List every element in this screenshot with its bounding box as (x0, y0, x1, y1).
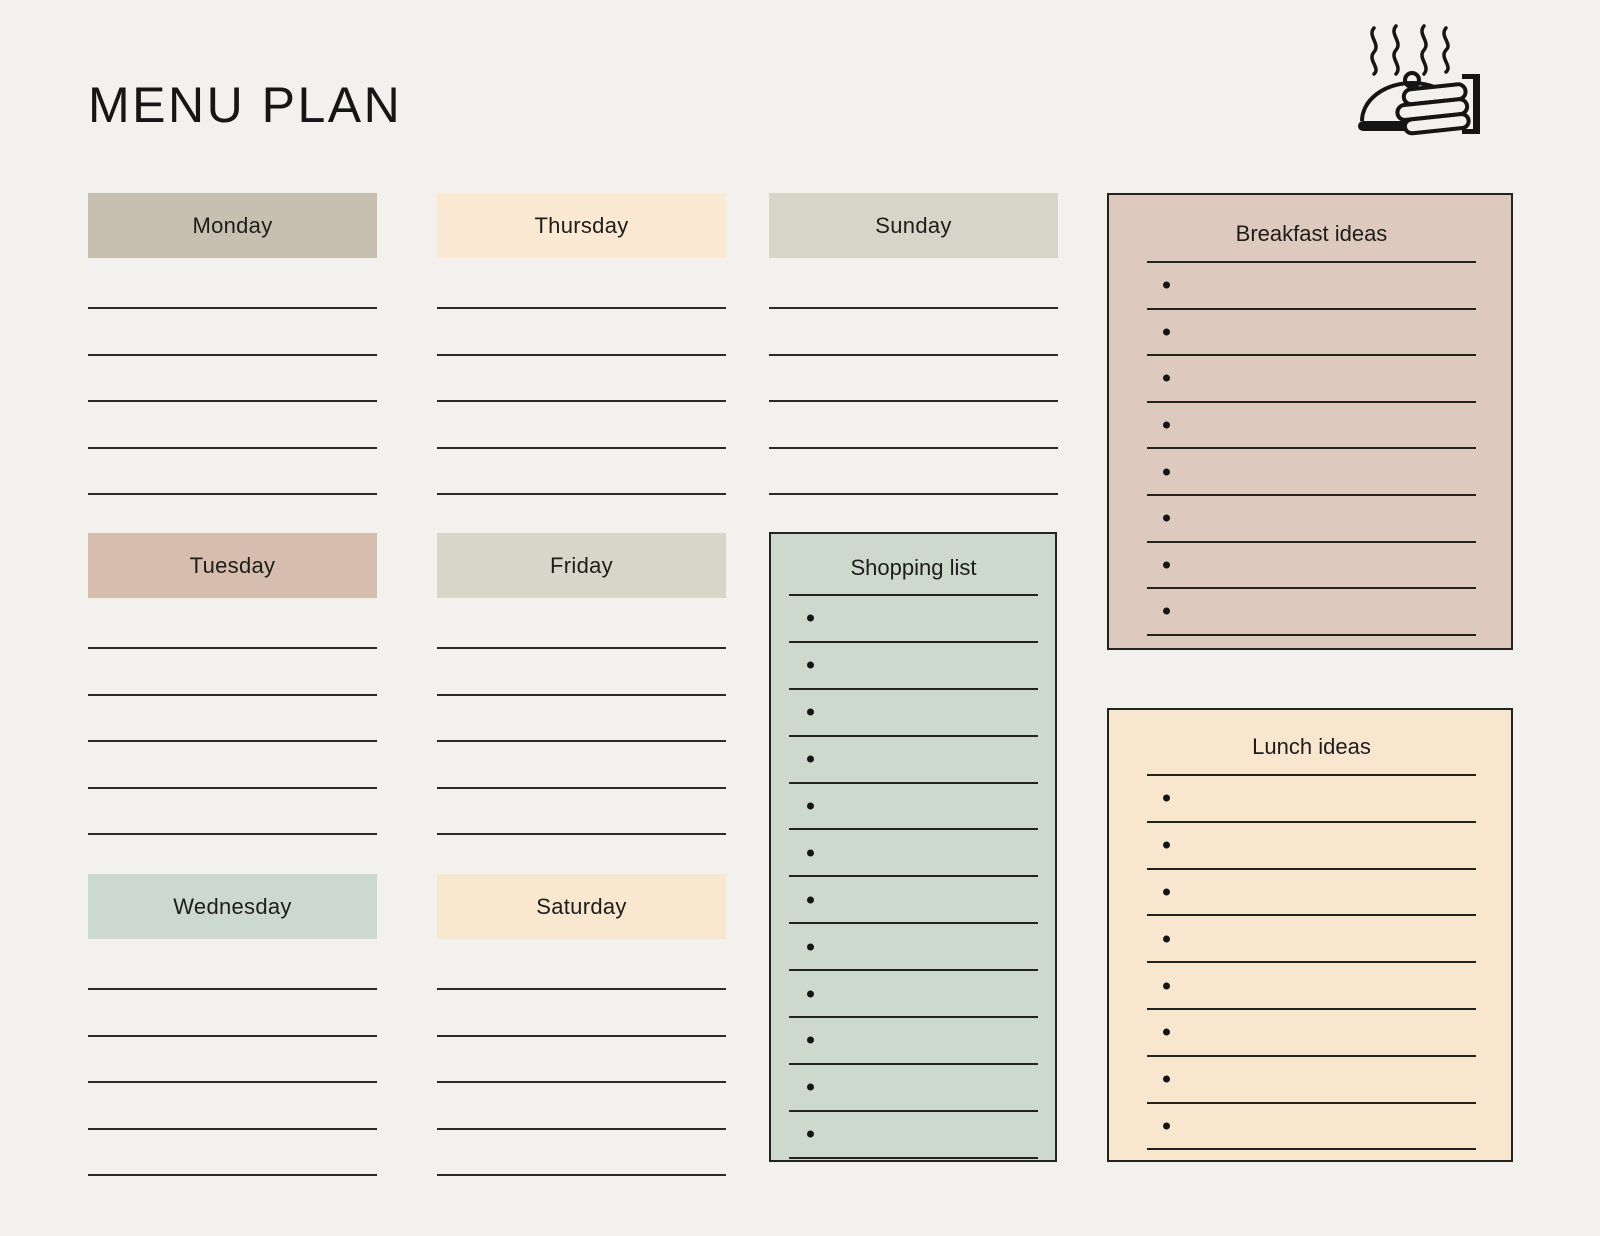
bullet-line (789, 737, 1038, 784)
bullet-line (789, 690, 1038, 737)
writing-line (88, 356, 377, 402)
writing-line (88, 1130, 377, 1176)
day-header-sunday (769, 193, 1058, 258)
writing-line (437, 742, 726, 788)
bullet-line (1147, 310, 1476, 357)
bullet-dot (807, 756, 814, 763)
bullet-line (1147, 403, 1476, 450)
day-lines (88, 603, 377, 835)
day-label: Sunday (875, 212, 952, 238)
lunch-ideas-rows (1147, 776, 1476, 1150)
bullet-dot (1163, 935, 1170, 942)
bullet-line (1147, 496, 1476, 543)
lunch-ideas-title: Lunch ideas (1147, 732, 1476, 776)
bullet-line (1147, 589, 1476, 636)
bullet-line (1147, 823, 1476, 870)
bullet-line (789, 924, 1038, 971)
bullet-dot (1163, 328, 1170, 335)
bullet-dot (1163, 1029, 1170, 1036)
day-header-wednesday (88, 874, 377, 939)
day-label: Monday (192, 212, 273, 238)
bullet-dot (807, 1131, 814, 1138)
day-section-wednesday (88, 874, 377, 1176)
bullet-dot (807, 849, 814, 856)
day-lines (437, 944, 726, 1176)
day-section-thursday (437, 193, 726, 495)
writing-line (437, 990, 726, 1036)
bullet-line (789, 596, 1038, 643)
writing-line (437, 402, 726, 448)
bullet-line (1147, 356, 1476, 403)
shopping-list-rows (789, 596, 1038, 1159)
writing-line (88, 789, 377, 835)
bullet-dot (1163, 1076, 1170, 1083)
day-label: Friday (550, 552, 613, 578)
bullet-line (789, 830, 1038, 877)
bullet-line (789, 877, 1038, 924)
bullet-line (1147, 916, 1476, 963)
bullet-dot (1163, 422, 1170, 429)
lunch-ideas-panel (1107, 708, 1513, 1162)
writing-line (88, 1083, 377, 1129)
writing-line (437, 649, 726, 695)
bullet-dot (807, 990, 814, 997)
shopping-list-panel (769, 532, 1057, 1162)
bullet-line (1147, 1010, 1476, 1057)
bullet-dot (807, 1037, 814, 1044)
day-lines (437, 263, 726, 495)
writing-line (437, 696, 726, 742)
writing-line (437, 449, 726, 495)
bullet-line (1147, 543, 1476, 590)
bullet-line (1147, 776, 1476, 823)
bullet-dot (807, 1084, 814, 1091)
day-section-friday (437, 533, 726, 835)
bullet-dot (1163, 795, 1170, 802)
bullet-dot (1163, 282, 1170, 289)
bullet-line (1147, 963, 1476, 1010)
bullet-dot (1163, 982, 1170, 989)
bullet-dot (1163, 608, 1170, 615)
breakfast-ideas-rows (1147, 263, 1476, 636)
breakfast-ideas-panel (1107, 193, 1513, 650)
day-header-thursday (437, 193, 726, 258)
bullet-dot (807, 943, 814, 950)
writing-line (769, 263, 1058, 309)
bullet-line (789, 784, 1038, 831)
bullet-line (1147, 1104, 1476, 1151)
bullet-line (1147, 1057, 1476, 1104)
writing-line (88, 1037, 377, 1083)
bullet-dot (807, 709, 814, 716)
day-header-tuesday (88, 533, 377, 598)
day-header-monday (88, 193, 377, 258)
writing-line (437, 1037, 726, 1083)
day-section-sunday (769, 193, 1058, 495)
bullet-dot (1163, 375, 1170, 382)
bullet-dot (807, 615, 814, 622)
day-label: Tuesday (189, 552, 276, 578)
day-lines (437, 603, 726, 835)
bullet-dot (1163, 842, 1170, 849)
day-header-friday (437, 533, 726, 598)
day-label: Wednesday (173, 893, 292, 919)
writing-line (437, 944, 726, 990)
bullet-line (789, 1018, 1038, 1065)
bullet-dot (1163, 561, 1170, 568)
writing-line (769, 356, 1058, 402)
writing-line (88, 603, 377, 649)
hand-icon (1395, 84, 1469, 135)
breakfast-ideas-title: Breakfast ideas (1147, 219, 1476, 263)
day-label: Saturday (536, 893, 627, 919)
day-label: Thursday (534, 212, 629, 238)
bullet-line (1147, 870, 1476, 917)
writing-line (88, 263, 377, 309)
writing-line (88, 944, 377, 990)
bullet-line (789, 643, 1038, 690)
bullet-dot (807, 662, 814, 669)
writing-line (437, 356, 726, 402)
writing-line (437, 263, 726, 309)
writing-line (88, 990, 377, 1036)
writing-line (88, 649, 377, 695)
writing-line (88, 309, 377, 355)
day-lines (88, 944, 377, 1176)
steam-icon (1372, 26, 1448, 74)
page-title: MENU PLAN (88, 77, 403, 133)
day-section-tuesday (88, 533, 377, 835)
shopping-list-title: Shopping list (789, 554, 1038, 596)
bullet-line (1147, 449, 1476, 496)
writing-line (437, 789, 726, 835)
day-section-saturday (437, 874, 726, 1176)
day-lines (88, 263, 377, 495)
bullet-dot (807, 896, 814, 903)
writing-line (88, 742, 377, 788)
writing-line (769, 309, 1058, 355)
bullet-line (789, 1065, 1038, 1112)
writing-line (437, 1130, 726, 1176)
bullet-dot (1163, 1122, 1170, 1129)
day-lines (769, 263, 1058, 495)
bullet-dot (1163, 888, 1170, 895)
bullet-line (789, 1112, 1038, 1159)
writing-line (437, 603, 726, 649)
writing-line (769, 449, 1058, 495)
writing-line (88, 402, 377, 448)
bullet-dot (1163, 468, 1170, 475)
writing-line (437, 1083, 726, 1129)
bullet-line (1147, 263, 1476, 310)
day-section-monday (88, 193, 377, 495)
writing-line (88, 449, 377, 495)
day-header-saturday (437, 874, 726, 939)
writing-line (88, 696, 377, 742)
bullet-dot (1163, 515, 1170, 522)
bullet-dot (807, 803, 814, 810)
serving-dish-icon (1332, 20, 1492, 140)
bullet-line (789, 971, 1038, 1018)
writing-line (769, 402, 1058, 448)
writing-line (437, 309, 726, 355)
